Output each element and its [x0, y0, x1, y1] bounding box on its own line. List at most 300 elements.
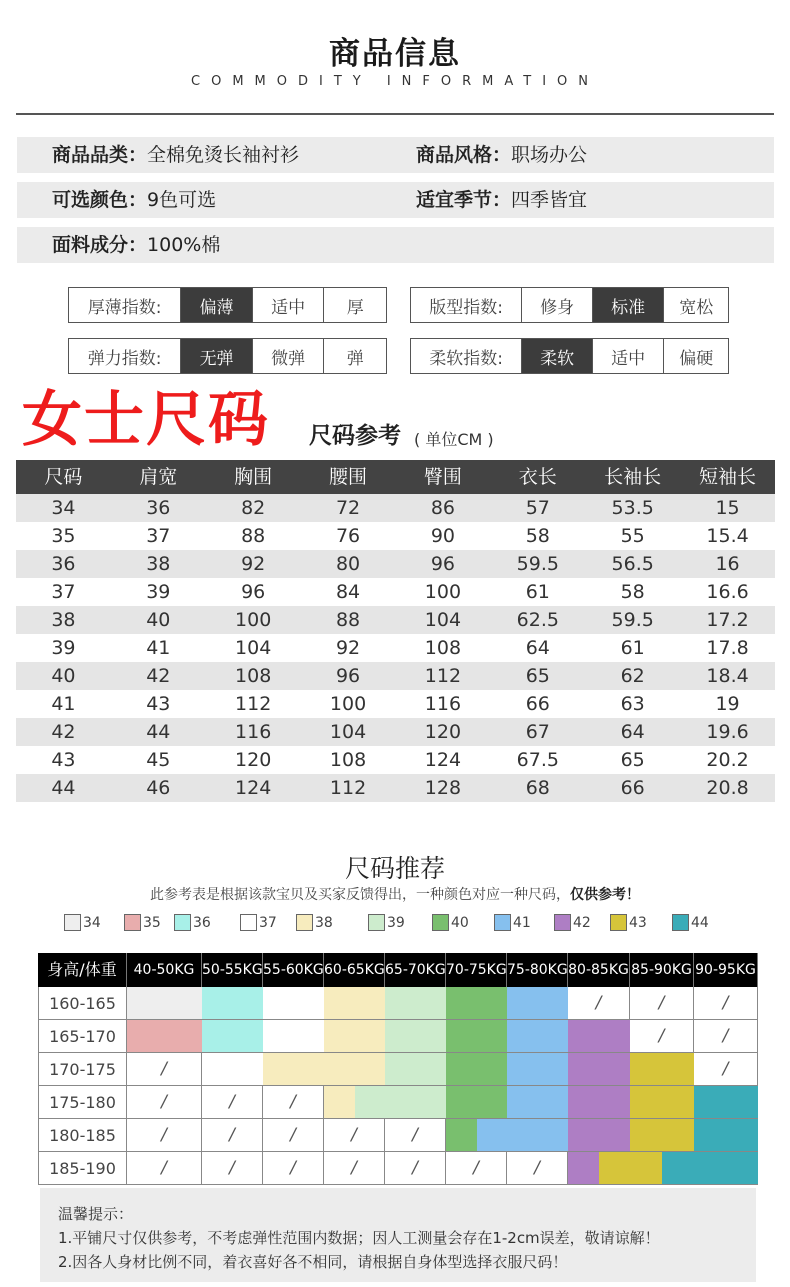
grid-cell: /: [507, 1152, 568, 1185]
size-cell: 100: [235, 609, 272, 631]
grid-cell: [630, 1053, 694, 1086]
grid-cell: [263, 987, 324, 1020]
grid-cell: [507, 1053, 568, 1086]
height-label: 160-165: [38, 987, 127, 1020]
size-cell: 72: [335, 497, 361, 519]
size-fill-43: [630, 1053, 694, 1085]
legend-item-34: [64, 914, 101, 931]
size-fill-42: [568, 1053, 630, 1085]
size-table-body: [16, 494, 775, 802]
grid-cell: /: [127, 1086, 202, 1119]
weight-header: 85-90KG: [630, 953, 694, 987]
grid-cell: [202, 1020, 263, 1053]
size-fill-41: [507, 987, 568, 1019]
size-cell: 108: [424, 637, 462, 659]
fabric-label: 面料成分：: [52, 234, 148, 256]
size-table-row: [16, 662, 775, 690]
grid-cell: /: [127, 1152, 202, 1185]
elasticity-index: [68, 338, 387, 374]
page-subtitle: COMMODITY INFORMATION: [191, 74, 599, 89]
grid-cell: /: [385, 1119, 446, 1152]
size-cell: 80: [335, 553, 361, 575]
size-cell: 20.8: [706, 777, 749, 799]
size-fill-42: [568, 1152, 599, 1184]
grid-cell: /: [385, 1152, 446, 1185]
grid-cell: /: [202, 1152, 263, 1185]
size-table-row: [16, 634, 775, 662]
grid-cell: /: [263, 1119, 324, 1152]
tips-box: [40, 1188, 756, 1282]
size-cell: 37: [51, 581, 76, 603]
thickness-option-thin: 偏薄: [181, 288, 253, 322]
legend-label: 40: [451, 914, 469, 931]
size-cell: 16.6: [706, 581, 749, 603]
tips-line-2: 2.因各人身材比例不同，着衣喜好各不相同，请根据自身体型选择衣服尺码！: [58, 1253, 568, 1271]
size-cell: 41: [51, 693, 76, 715]
legend-swatch: [64, 914, 81, 931]
size-cell: 40: [146, 609, 171, 631]
size-fill-43: [630, 1119, 694, 1151]
size-fill-40: [446, 1053, 507, 1085]
legend-item-37: [240, 914, 277, 931]
legend-label: 35: [143, 914, 161, 931]
legend-item-38: [296, 914, 333, 931]
size-fill-44: [694, 1086, 758, 1118]
size-fill-38: [324, 1053, 385, 1085]
style-label: 商品风格：: [416, 144, 512, 166]
size-cell: 57: [525, 497, 550, 519]
legend-label: 34: [83, 914, 101, 931]
grid-cell: [324, 987, 385, 1020]
womens-size-banner: 女士尺码: [22, 385, 270, 455]
legend-item-35: [124, 914, 161, 931]
size-cell: 20.2: [706, 749, 749, 771]
size-header-cell: 尺码: [44, 466, 83, 488]
size-cell: 112: [424, 665, 462, 687]
fit-option-slim: 修身: [522, 288, 593, 322]
size-cell: 17.2: [706, 609, 749, 631]
size-cell: 104: [235, 637, 272, 659]
size-fill-39: [385, 1053, 446, 1085]
size-cell: 88: [335, 609, 361, 631]
colors-label: 可选颜色：: [52, 189, 148, 211]
size-fill-41: [507, 1086, 568, 1118]
colors-value: 9色可选: [147, 189, 217, 211]
grid-cell: [568, 1053, 630, 1086]
grid-cell: [202, 987, 263, 1020]
size-header-cell: 衣长: [518, 466, 557, 488]
size-cell: 15: [715, 497, 740, 519]
size-cell: 64: [525, 637, 550, 659]
grid-cell: /: [446, 1152, 507, 1185]
legend-label: 39: [387, 914, 405, 931]
size-cell: 42: [51, 721, 76, 743]
size-fill-38: [324, 987, 385, 1019]
size-cell: 120: [424, 721, 462, 743]
height-label: 185-190: [38, 1152, 127, 1185]
size-cell: 39: [51, 637, 76, 659]
size-cell: 59.5: [611, 609, 654, 631]
size-cell: 62: [620, 665, 645, 687]
info-row-2: [17, 182, 774, 218]
size-fill-39: [385, 987, 446, 1019]
size-cell: 46: [146, 777, 171, 799]
fit-index: [410, 287, 729, 323]
size-cell: 63: [620, 693, 645, 715]
grid-cell: [630, 1086, 694, 1119]
title-divider: [16, 113, 774, 115]
legend-swatch: [174, 914, 191, 931]
legend-item-43: [610, 914, 647, 931]
size-cell: 124: [424, 749, 462, 771]
size-cell: 36: [146, 497, 171, 519]
legend-label: 43: [629, 914, 647, 931]
size-cell: 17.8: [706, 637, 749, 659]
size-fill-35: [127, 1020, 202, 1052]
size-table-row: [16, 494, 775, 522]
size-cell: 18.4: [706, 665, 749, 687]
size-cell: 68: [525, 777, 550, 799]
grid-cell: [568, 1020, 630, 1053]
size-cell: 61: [525, 581, 550, 603]
size-unit-note: ( 单位CM ): [414, 430, 494, 449]
grid-cell: [630, 1152, 694, 1185]
size-fill-44: [694, 1119, 758, 1151]
recommend-grid: [38, 953, 758, 1186]
legend-label: 37: [259, 914, 277, 931]
grid-cell: /: [202, 1119, 263, 1152]
size-cell: 104: [424, 609, 462, 631]
size-cell: 38: [146, 553, 171, 575]
legend-swatch: [610, 914, 627, 931]
size-cell: 84: [335, 581, 361, 603]
grid-cell: [694, 1152, 758, 1185]
grid-cell: [568, 1152, 630, 1185]
legend-swatch: [554, 914, 571, 931]
grid-cell: [202, 1053, 263, 1086]
weight-header: 40-50KG: [127, 953, 202, 987]
size-table-row: [16, 522, 775, 550]
legend-swatch: [240, 914, 257, 931]
size-fill-39: [385, 1020, 446, 1052]
grid-cell: /: [694, 1020, 758, 1053]
size-fill-43: [630, 1086, 694, 1118]
legend-label: 36: [193, 914, 211, 931]
recommend-title: 尺码推荐: [344, 854, 445, 883]
size-cell: 96: [241, 581, 266, 603]
category-value: 全棉免烫长袖衬衫: [147, 144, 300, 166]
size-cell: 90: [430, 525, 456, 547]
size-table-row: [16, 690, 775, 718]
size-table-header: [16, 460, 775, 494]
size-cell: 58: [620, 581, 645, 603]
size-table-row: [16, 774, 775, 802]
legend-swatch: [124, 914, 141, 931]
grid-cell: /: [694, 1053, 758, 1086]
grid-cell: [385, 1020, 446, 1053]
size-table-row: [16, 606, 775, 634]
size-fill-37: [202, 1053, 263, 1085]
size-cell: 116: [235, 721, 272, 743]
tips-title: 温馨提示：: [58, 1205, 134, 1223]
size-table-row: [16, 550, 775, 578]
info-row-1: [17, 137, 774, 173]
grid-cell: [446, 1020, 507, 1053]
size-cell: 108: [235, 665, 272, 687]
size-cell: 34: [51, 497, 76, 519]
size-cell: 86: [430, 497, 456, 519]
grid-cell: [694, 1086, 758, 1119]
style-value: 职场办公: [511, 144, 588, 166]
recommend-desc-text: 此参考表是根据该款宝贝及买家反馈得出，一种颜色对应一种尺码，: [150, 887, 570, 903]
grid-cell: [385, 1086, 446, 1119]
size-fill-40: [446, 1086, 507, 1118]
legend-label: 44: [691, 914, 709, 931]
size-fill-43: [630, 1152, 662, 1184]
size-cell: 36: [51, 553, 76, 575]
grid-cell: /: [324, 1119, 385, 1152]
size-fill-40: [446, 987, 507, 1019]
elasticity-option-slight: 微弹: [253, 339, 325, 373]
size-cell: 45: [146, 749, 171, 771]
weight-header: 65-70KG: [385, 953, 446, 987]
category-label: 商品品类：: [52, 144, 148, 166]
grid-cell: /: [202, 1086, 263, 1119]
grid-cell: [127, 987, 202, 1020]
size-cell: 44: [146, 721, 171, 743]
size-cell: 53.5: [611, 497, 654, 519]
size-fill-41: [507, 1053, 568, 1085]
size-cell: 58: [525, 525, 550, 547]
thickness-label: 厚薄指数:: [69, 288, 181, 322]
size-fill-39: [355, 1086, 386, 1118]
weight-header: 80-85KG: [568, 953, 630, 987]
fit-label: 版型指数:: [411, 288, 522, 322]
size-cell: 112: [329, 777, 367, 799]
size-cell: 124: [235, 777, 272, 799]
grid-cell: /: [630, 987, 694, 1020]
size-cell: 44: [51, 777, 76, 799]
size-header-cell: 短袖长: [699, 466, 757, 488]
size-fill-36: [202, 987, 263, 1019]
size-fill-38: [324, 1020, 385, 1052]
thickness-option-thick: 厚: [346, 297, 364, 318]
legend-swatch: [296, 914, 313, 931]
size-fill-34: [127, 987, 202, 1019]
size-fill-37: [263, 987, 324, 1019]
size-cell: 37: [146, 525, 171, 547]
size-cell: 100: [329, 693, 367, 715]
size-cell: 65: [525, 665, 550, 687]
size-fill-42: [568, 1086, 630, 1118]
thickness-option-medium: 适中: [253, 288, 325, 322]
grid-cell: [446, 1086, 507, 1119]
size-reference-title: 尺码参考: [309, 423, 401, 449]
legend-swatch: [432, 914, 449, 931]
size-fill-42: [568, 1119, 630, 1151]
legend-item-39: [368, 914, 405, 931]
elasticity-option-none: 无弹: [181, 339, 253, 373]
grid-cell: [263, 1053, 324, 1086]
size-table-row: [16, 746, 775, 774]
height-label: 180-185: [38, 1119, 127, 1152]
size-table-row: [16, 578, 775, 606]
grid-cell: /: [263, 1086, 324, 1119]
grid-cell: [324, 1053, 385, 1086]
size-fill-44: [694, 1152, 758, 1184]
size-recommend-table: [38, 953, 758, 1186]
weight-header: 60-65KG: [324, 953, 385, 987]
size-cell: 112: [235, 693, 272, 715]
size-table-row: [16, 718, 775, 746]
tips-line-1: 1.平铺尺寸仅供参考，不考虑弹性范围内数据；因人工测量会存在1-2cm误差，敬请谅解！: [58, 1229, 660, 1247]
grid-cell: [568, 1119, 630, 1152]
fit-option-loose: 宽松: [679, 297, 714, 318]
grid-cell: [385, 1053, 446, 1086]
recommend-description: [0, 884, 790, 904]
size-cell: 19: [715, 693, 740, 715]
size-fill-37: [263, 1020, 324, 1052]
weight-header: 55-60KG: [263, 953, 324, 987]
elasticity-option-elastic: 弹: [346, 348, 364, 369]
size-header-cell: 胸围: [234, 466, 273, 488]
page-title: 商品信息: [329, 36, 461, 72]
grid-cell: [568, 1086, 630, 1119]
legend-item-44: [672, 914, 709, 931]
grid-cell: [507, 1119, 568, 1152]
size-fill-43: [599, 1152, 630, 1184]
grid-cell: [446, 1053, 507, 1086]
size-cell: 116: [424, 693, 462, 715]
size-cell: 92: [335, 637, 361, 659]
size-cell: 82: [241, 497, 266, 519]
size-cell: 76: [335, 525, 361, 547]
grid-cell: [324, 1020, 385, 1053]
grid-corner-header: 身高/体重: [38, 953, 127, 987]
size-cell: 120: [235, 749, 272, 771]
size-cell: 16: [715, 553, 740, 575]
grid-cell: [507, 987, 568, 1020]
size-cell: 39: [146, 581, 171, 603]
size-header-cell: 肩宽: [139, 466, 178, 488]
grid-cell: [446, 1119, 507, 1152]
legend-item-42: [554, 914, 591, 931]
grid-cell: [324, 1086, 385, 1119]
size-fill-41: [507, 1020, 568, 1052]
size-fill-40: [446, 1119, 477, 1151]
size-cell: 128: [424, 777, 462, 799]
thickness-index: [68, 287, 387, 323]
weight-header: 90-95KG: [694, 953, 758, 987]
weight-header: 70-75KG: [446, 953, 507, 987]
size-header-cell: 长袖长: [604, 466, 662, 488]
size-cell: 55: [620, 525, 645, 547]
size-cell: 92: [241, 553, 266, 575]
size-cell: 96: [335, 665, 361, 687]
size-cell: 62.5: [516, 609, 559, 631]
softness-option-firm: 偏硬: [679, 348, 714, 369]
weight-header: 75-80KG: [507, 953, 568, 987]
size-fill-40: [446, 1020, 507, 1052]
softness-label: 柔软指数:: [411, 339, 522, 373]
size-cell: 61: [620, 637, 645, 659]
size-cell: 19.6: [706, 721, 749, 743]
grid-cell: [263, 1020, 324, 1053]
legend-label: 38: [315, 914, 333, 931]
size-cell: 42: [146, 665, 171, 687]
grid-cell: [127, 1020, 202, 1053]
legend-item-40: [432, 914, 469, 931]
grid-cell: [507, 1086, 568, 1119]
size-cell: 38: [51, 609, 76, 631]
size-cell: 65: [620, 749, 645, 771]
size-cell: 59.5: [516, 553, 559, 575]
size-header-cell: 臀围: [423, 466, 462, 488]
legend-swatch: [672, 914, 689, 931]
size-cell: 67.5: [516, 749, 559, 771]
legend-swatch: [494, 914, 511, 931]
grid-cell: /: [127, 1053, 202, 1086]
height-label: 170-175: [38, 1053, 127, 1086]
size-cell: 15.4: [706, 525, 749, 547]
height-label: 165-170: [38, 1020, 127, 1053]
size-cell: 104: [329, 721, 367, 743]
grid-cell: /: [630, 1020, 694, 1053]
size-cell: 100: [424, 581, 462, 603]
recommend-desc-bold: 仅供参考！: [570, 887, 640, 903]
size-cell: 43: [146, 693, 171, 715]
size-fill-41: [477, 1119, 508, 1151]
size-fill-38: [263, 1053, 324, 1085]
softness-option-medium: 适中: [593, 339, 665, 373]
weight-header: 50-55KG: [202, 953, 263, 987]
grid-cell: [507, 1020, 568, 1053]
size-cell: 108: [329, 749, 367, 771]
size-cell: 64: [620, 721, 645, 743]
grid-cell: [694, 1119, 758, 1152]
season-value: 四季皆宜: [511, 189, 588, 211]
size-cell: 66: [525, 693, 550, 715]
size-cell: 40: [51, 665, 76, 687]
season-label: 适宜季节：: [416, 189, 512, 211]
legend-label: 41: [513, 914, 531, 931]
size-fill-41: [507, 1119, 568, 1151]
softness-index: [410, 338, 729, 374]
size-cell: 67: [525, 721, 550, 743]
size-cell: 41: [146, 637, 171, 659]
legend-swatch: [368, 914, 385, 931]
size-header-cell: 腰围: [329, 466, 368, 488]
legend-item-36: [174, 914, 211, 931]
grid-cell: /: [324, 1152, 385, 1185]
softness-option-soft: 柔软: [522, 339, 593, 373]
grid-cell: /: [127, 1119, 202, 1152]
size-cell: 66: [620, 777, 645, 799]
size-fill-36: [202, 1020, 263, 1052]
grid-cell: /: [694, 987, 758, 1020]
grid-cell: /: [568, 987, 630, 1020]
size-fill-39: [385, 1086, 446, 1118]
size-table: [16, 460, 775, 802]
size-cell: 96: [430, 553, 456, 575]
elasticity-label: 弹力指数:: [69, 339, 181, 373]
size-cell: 88: [241, 525, 266, 547]
size-cell: 35: [51, 525, 76, 547]
size-fill-38: [324, 1086, 355, 1118]
fabric-value: 100%棉: [147, 234, 221, 256]
size-fill-44: [662, 1152, 694, 1184]
legend-item-41: [494, 914, 531, 931]
